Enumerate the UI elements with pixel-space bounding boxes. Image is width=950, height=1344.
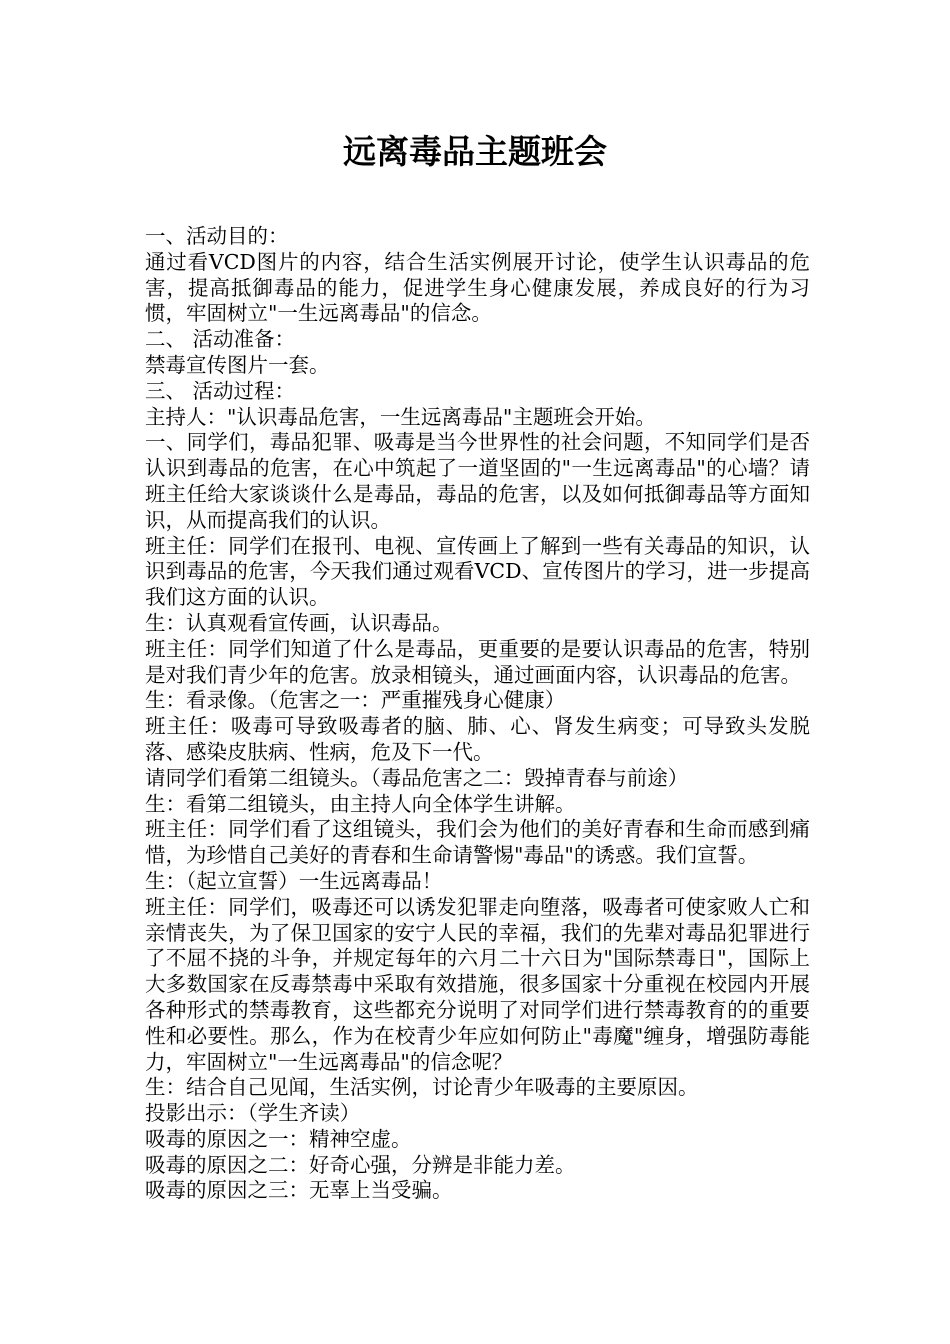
document-title: 远离毒品主题班会 (343, 132, 607, 171)
paragraph: 禁毒宣传图片一套。 (145, 352, 330, 377)
paragraph: 吸毒的原因之三：无辜上当受骗。 (145, 1178, 453, 1203)
paragraph: 吸毒的原因之一：精神空虚。 (145, 1126, 412, 1151)
paragraph: 主持人："认识毒品危害，一生远离毒品"主题班会开始。 (145, 404, 656, 429)
paragraph: 班主任：同学们知道了什么是毒品，更重要的是要认识毒品的危害，特别是对我们青少年的危害。放录相镜头，通过画面内容，认识毒品的危害。 (145, 636, 810, 687)
paragraph: 生：看录像。（危害之一：严重摧残身心健康） (145, 688, 566, 713)
paragraph: 一、活动目的： (145, 224, 289, 248)
paragraph: 班主任：同学们看了这组镜头，我们会为他们的美好青春和生命而感到痛惜，为珍惜自己美好的青春和生命请警惕"毒品"的诱惑。我们宣誓。 (145, 817, 810, 868)
document-body (145, 224, 810, 1204)
paragraph: 班主任：同学们在报刊、电视、宣传画上了解到一些有关毒品的知识，认识到毒品的危害，今天我们通过观看VCD、宣传图片的学习，进一步提高我们这方面的认识。 (145, 533, 810, 610)
paragraph: 三、 活动过程： (145, 378, 296, 403)
paragraph: 一、同学们，毒品犯罪、吸毒是当今世界性的社会问题，不知同学们是否认识到毒品的危害，在心中筑起了一道坚固的"一生远离毒品"的心墙？请班主任给大家谈谈什么是毒品，毒品的危害，以及如何抵御毒品等方面知识，从而提高我们的认识。 (145, 430, 810, 532)
paragraph: 投影出示：（学生齐读） (145, 1101, 361, 1126)
paragraph: 通过看VCD图片的内容，结合生活实例展开讨论，使学生认识毒品的危害，提高抵御毒品的能力，促进学生身心健康发展，养成良好的行为习惯，牢固树立"一生远离毒品"的信念。 (145, 249, 810, 326)
paragraph: 请同学们看第二组镜头。（毒品危害之二：毁掉青春与前途） (145, 765, 689, 790)
paragraph: 吸毒的原因之二：好奇心强，分辨是非能力差。 (145, 1152, 576, 1177)
paragraph: 生：（起立宣誓）一生远离毒品！ (145, 868, 443, 893)
paragraph: 生：认真观看宣传画，认识毒品。 (145, 610, 453, 635)
paragraph: 二、 活动准备： (145, 327, 296, 352)
paragraph: 生：看第二组镜头，由主持人向全体学生讲解。 (145, 791, 576, 816)
paragraph: 班主任：吸毒可导致吸毒者的脑、肺、心、肾发生病变；可导致头发脱落、感染皮肤病、性病，危及下一代。 (145, 714, 810, 764)
paragraph: 生：结合自己见闻，生活实例，讨论青少年吸毒的主要原因。 (145, 1075, 699, 1100)
paragraph: 班主任：同学们，吸毒还可以诱发犯罪走向堕落，吸毒者可使家败人亡和亲情丧失，为了保卫国家的安宁人民的幸福，我们的先辈对毒品犯罪进行了不屈不挠的斗争，并规定每年的六月二十六日为"国际禁毒日"，国际上大多数国家在反毒禁毒中采取有效措施，很多国家十分重视在校园内开展各种形式的禁毒教育，这些都充分说明了对同学们进行禁毒教育的的重要性和必要性。那么，作为在校青少年应如何防止"毒魔"缠身，增强防毒能力，牢固树立"一生远离毒品"的信念呢？ (145, 894, 810, 1074)
